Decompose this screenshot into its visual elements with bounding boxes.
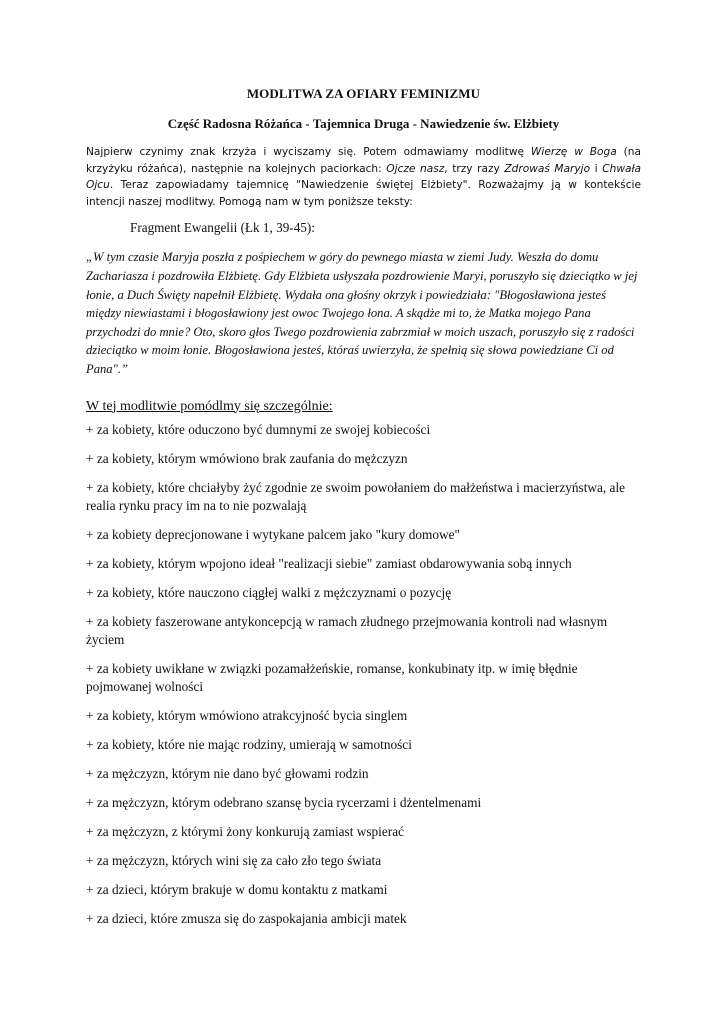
intention-item: + za kobiety, którym wmówiono atrakcyjność bycia singlem bbox=[86, 707, 408, 723]
document-page bbox=[86, 86, 641, 939]
intro-text-4: i bbox=[590, 162, 603, 175]
prayer-name-chwala: Chwała Ojcu bbox=[86, 162, 642, 192]
intention-item: + za mężczyzn, z którymi żony konkurują zamiast wspierać bbox=[86, 823, 405, 839]
intention-item: + za dzieci, którym brakuje w domu kontaktu z matkami bbox=[86, 881, 388, 897]
intention-item: + za mężczyzn, którym odebrano szansę bycia rycerzami i dżentelmenami bbox=[86, 794, 482, 810]
intention-item: + za dzieci, które zmusza się do zaspokajania ambicji matek bbox=[86, 910, 407, 926]
document-subtitle: Część Radosna Różańca - Tajemnica Druga - Nawiedzenie św. Elżbiety bbox=[167, 116, 560, 131]
intro-paragraph bbox=[86, 144, 641, 210]
intention-item: + za kobiety, które oduczono być dumnymi ze swojej kobiecości bbox=[86, 421, 431, 437]
gospel-fragment-heading: Fragment Ewangelii (Łk 1, 39-45): bbox=[130, 220, 315, 236]
intention-item: + za kobiety, którym wmówiono brak zaufania do mężczyzn bbox=[86, 450, 408, 466]
intention-item: + za kobiety, które nauczono ciągłej walki z mężczyznami o pozycję bbox=[86, 584, 452, 600]
intention-item: + za kobiety deprecjonowane i wytykane palcem jako "kury domowe" bbox=[86, 526, 460, 542]
intention-item: + za mężczyzn, którym nie dano być głowami rodzin bbox=[86, 765, 369, 781]
prayer-name-zdrowas: Zdrowaś Maryjo bbox=[504, 162, 591, 175]
intro-text-2: (na krzyżyku różańca), następnie na kolejnych paciorkach: bbox=[86, 146, 641, 175]
intro-text-3: , trzy razy bbox=[444, 162, 505, 175]
intentions-list bbox=[86, 421, 641, 928]
gospel-quote: „W tym czasie Maryja poszła z pośpiechem w góry do pewnego miasta w ziemi Judy. Weszła do domu Zachariasza i pozdrowiła Elżbietę. Gdy Elżbieta usłyszała pozdrowienie Maryi, poruszyło się dzieciątko w jej łonie, a Duch Święty napełnił Elżbietę. Wydała ona głośny okrzyk i powiedziała: "Błogosławiona jesteś między niewiastami i błogosławiony jest owoc Twojego łona. A skądże mi to, że Matka mojego Pana przychodzi do mnie? Oto, skoro głos Twego pozdrowienia zabrzmiał w moich uszach, poruszyło się z radości dzieciątko w moim łonie. Błogosławiona jesteś, któraś uwierzyła, że spełnią się słowa powiedziane Ci od Pana".” bbox=[86, 250, 638, 376]
document-title: MODLITWA ZA OFIARY FEMINIZMU bbox=[246, 86, 481, 101]
intention-item: + za kobiety faszerowane antykoncepcją w ramach złudnego przejmowania kontroli nad własnym życiem bbox=[86, 613, 608, 647]
prayer-name-wierze: Wierzę w Boga bbox=[530, 146, 617, 158]
intro-text-5: . Teraz zapowiadamy tajemnicę "Nawiedzenie świętej Elżbiety". Rozważajmy ją w kontekście intencji naszej modlitwy. Pomogą nam w tym poniższe teksty: bbox=[86, 179, 641, 208]
intention-item: + za kobiety, które nie mając rodziny, umierają w samotności bbox=[86, 736, 412, 752]
intention-item: + za kobiety, którym wpojono ideał "realizacji siebie" zamiast obdarowywania sobą innych bbox=[86, 555, 572, 571]
intro-text-1: Najpierw czynimy znak krzyża i wyciszamy się. Potem odmawiamy modlitwę bbox=[86, 146, 531, 158]
intention-item: + za kobiety, które chciałyby żyć zgodnie ze swoim powołaniem do małżeństwa i macierzyństwa, ale realia rynku pracy im na to nie pozwalają bbox=[86, 479, 626, 513]
intention-item: + za kobiety uwikłane w związki pozamałżeńskie, romanse, konkubinaty itp. w imię błędnie pojmowanej wolności bbox=[86, 660, 578, 694]
intentions-heading: W tej modlitwie pomódlmy się szczególnie: bbox=[86, 398, 333, 414]
prayer-name-ojcze: Ojcze nasz bbox=[386, 162, 445, 175]
intention-item: + za mężczyzn, których wini się za cało zło tego świata bbox=[86, 852, 382, 868]
